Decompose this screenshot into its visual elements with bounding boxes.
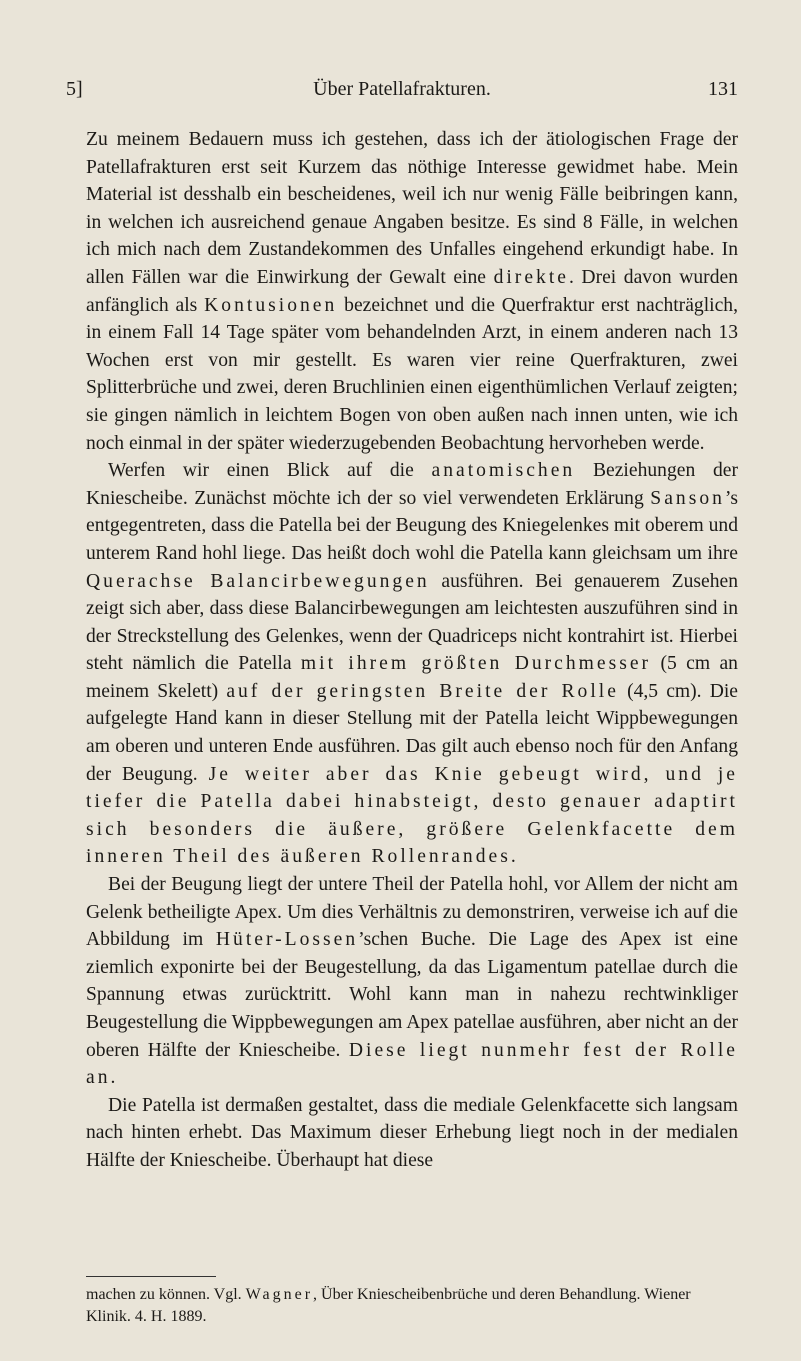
spaced-emphasis: auf der geringsten Breite der Rolle [226, 680, 619, 702]
spaced-emphasis: Hüter-Lossen [215, 929, 359, 951]
section-number: 5] [66, 78, 83, 100]
footnote-rule [86, 1276, 216, 1277]
text-run: ausführen. Bei genauerem Zusehen zeigt sich aber, dass diese Balancirbewegungen am leichtesten auszuführen sind in der Streckstellung des Gelenkes, wenn der Quadriceps nicht kontrahirt ist. Hierbei steht nämlich die Patella [86, 570, 738, 675]
text-run: machen zu können. Vgl. [86, 1286, 246, 1303]
text-run: Die Patella ist dermaßen gestaltet, dass die mediale Gelenkfacette sich langsam nach hinten erhebt. Das Maximum dieser Erhebung liegt noch in der medialen Hälfte der Kniescheibe. Überhaupt hat diese [86, 1094, 738, 1171]
text-run: Zu meinem Bedauern muss ich gestehen, dass ich der ätiologischen Frage der Patellafrakturen erst seit Kurzem das nöthige Interesse gewidmet habe. Mein Material ist desshalb ein bescheidenes, weil ich nur wenig Fälle beibringen kann, in welchen ich ausreichend genaue Angaben besitze. Es sind 8 Fälle, in welchen ich mich nach dem Zustandekommen des Unfalles eingehend erkundigt habe. In allen Fällen war die Einwirkung der Gewalt eine [86, 129, 738, 288]
spaced-emphasis: Kontusionen [204, 294, 338, 316]
body-text [86, 126, 738, 1175]
spaced-emphasis: direkte [493, 266, 569, 288]
spaced-emphasis: Sanson [650, 487, 725, 509]
spaced-emphasis: mit ihrem größten Durchmesser [300, 653, 652, 675]
spaced-emphasis: Je weiter aber das Knie gebeugt wird, und je tiefer die Patella dabei hinabsteigt, desto genauer adaptirt sich besonders die äußere, größere Gelenkfacette dem inneren Theil des äußeren Rollenrandes [86, 763, 738, 868]
spaced-emphasis: Wagner [245, 1286, 314, 1303]
paragraph [86, 126, 738, 457]
running-title: Über Patellafrakturen. [313, 78, 491, 100]
paragraph [86, 1092, 738, 1175]
text-run: Bei der Beugung liegt der untere Theil der Patella hohl, vor Allem der nicht am Gelenk betheiligte Apex. Um dies Verhältnis zu demonstriren, verweise ich auf die Abbildung im [86, 874, 738, 951]
text-run: . Drei davon wurden anfänglich als [86, 266, 738, 316]
page-number: 131 [708, 78, 738, 100]
text-run: (4,5 cm). Die aufgelegte Hand kann in dieser Stellung mit der Patella leicht Wippbewegungen am oberen und unteren Ende ausführen. Das gilt auch ebenso noch für den Anfang der Beugung. [86, 680, 738, 785]
text-run: ’schen Buche. Die Lage des Apex ist eine ziemlich exponirte bei der Beugestellung, da das Ligamentum patellae durch die Spannung etwas zurücktritt. Wohl kann man in nahezu rechtwinkliger Beugestellung die Wippbewegungen am Apex patellae ausführen, aber nicht an der oberen Hälfte der Kniescheibe. [86, 929, 738, 1061]
text-run: . [110, 1067, 116, 1089]
spaced-emphasis: anatomischen [431, 460, 576, 482]
text-run: (5 cm an meinem Skelett) [86, 653, 738, 702]
text-run: . [510, 846, 516, 868]
text-run: , Über Kniescheibenbrüche und deren Behandlung. Wiener Klinik. 4. H. 1889. [86, 1286, 691, 1325]
text-run: Beziehungen der Kniescheibe. Zunächst möchte ich der so viel verwendeten Erklärung [86, 460, 738, 509]
paragraph [86, 871, 738, 1092]
text-run: bezeichnet und die Querfraktur erst nachträglich, in einem Fall 14 Tage später vom behandelnden Arzt, in einem anderen nach 13 Wochen erst von mir gestellt. Es waren vier reine Querfrakturen, zwei Splitterbrüche und zwei, deren Bruchlinien einen eigenthümlichen Verlauf zeigten; sie gingen nämlich in leichtem Bogen von oben außen nach innen unten, wie ich noch einmal in der später wiederzugebenden Beobachtung hervorheben werde. [86, 294, 738, 454]
paragraph [86, 457, 738, 871]
footnote [86, 1284, 738, 1328]
spaced-emphasis: Diese liegt nunmehr fest der Rolle an [86, 1039, 738, 1089]
text-run: Werfen wir einen Blick auf die [108, 460, 432, 482]
text-run: ’s entgegentreten, dass die Patella bei der Beugung des Kniegelenkes mit oberem und unterem Rand hohl liege. Das heißt doch wohl die Patella kann gleichsam um ihre [86, 487, 738, 564]
running-header [66, 78, 738, 104]
spaced-emphasis: Querachse Balancirbewegungen [86, 570, 430, 592]
